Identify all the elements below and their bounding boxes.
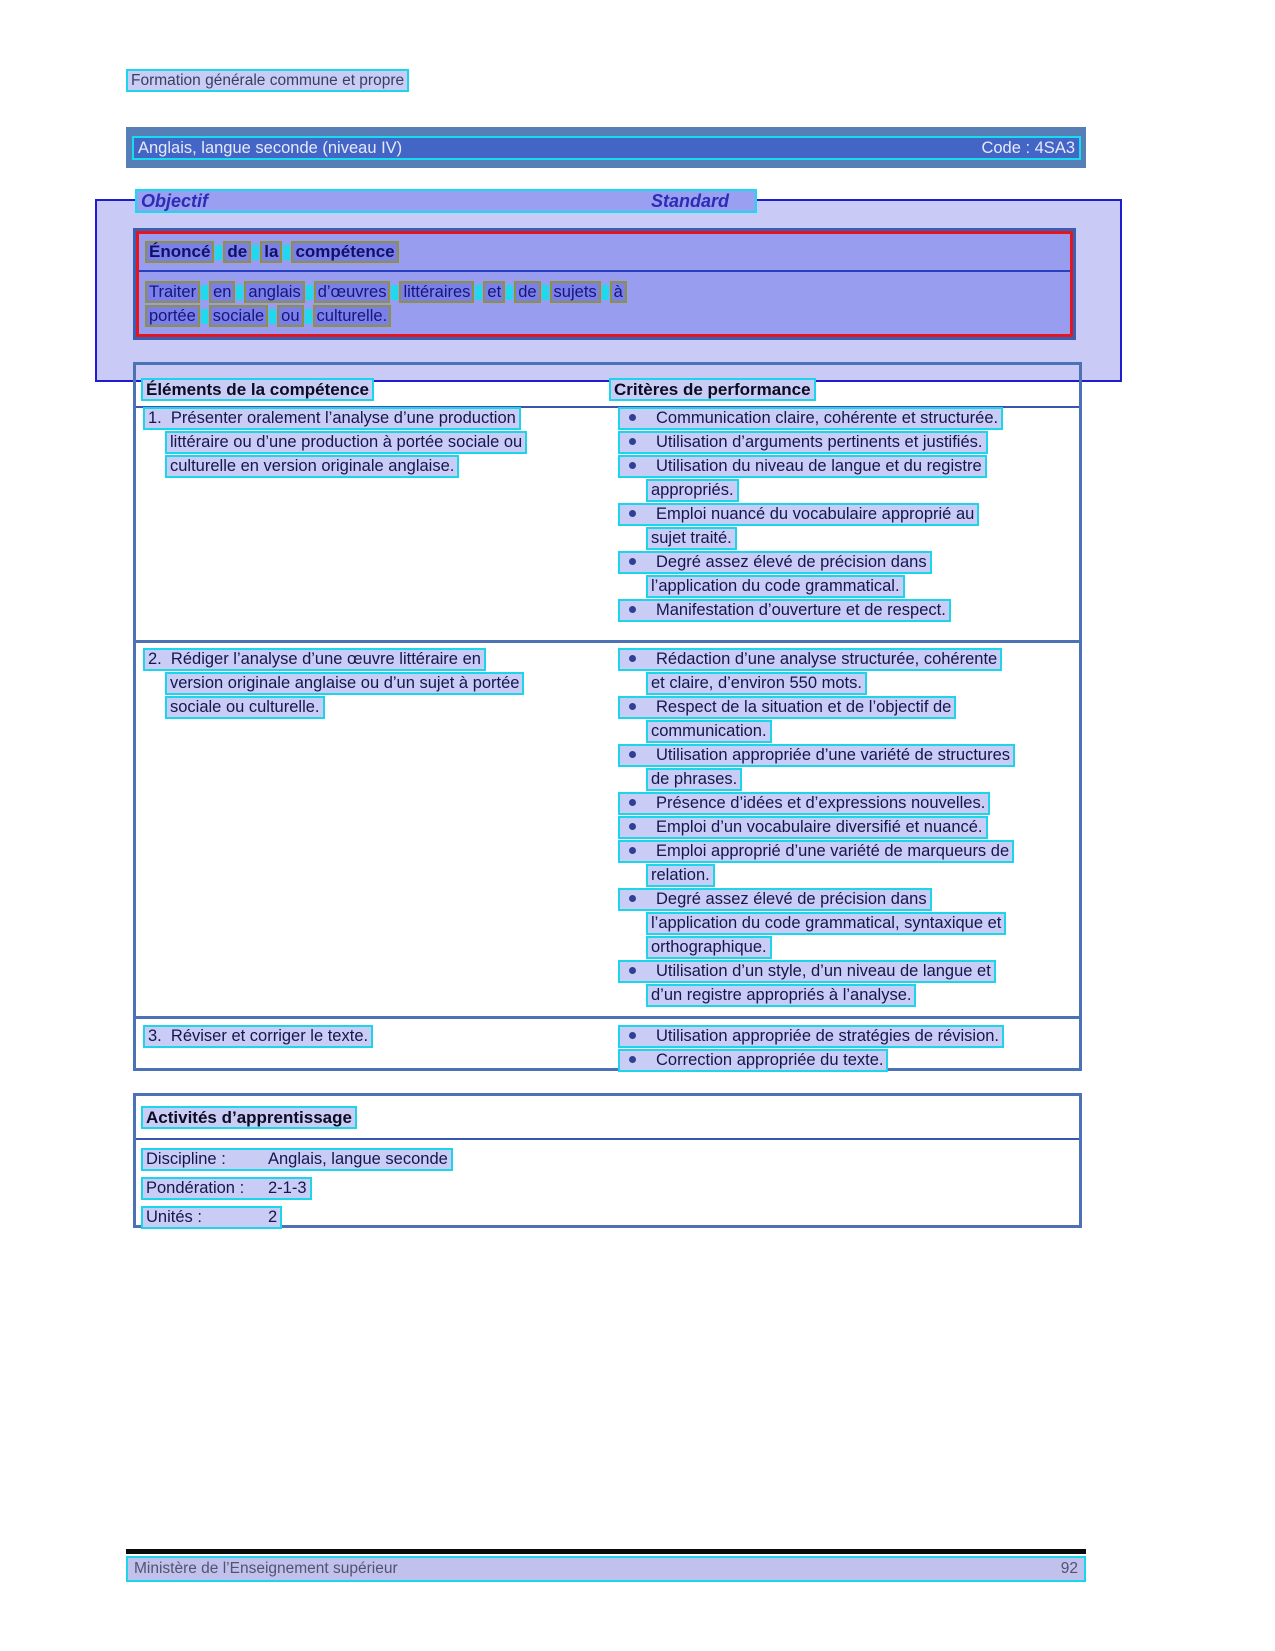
word-gap — [215, 245, 222, 260]
ocr-word: de — [514, 281, 540, 303]
document-category-label: Formation générale commune et propre — [126, 69, 409, 92]
activity-label: Discipline : — [146, 1150, 226, 1168]
bullet-icon — [629, 847, 636, 854]
critere-line — [618, 672, 1080, 696]
activity-text — [141, 1206, 282, 1229]
bullet-icon — [629, 606, 636, 613]
ocr-text-line — [145, 305, 627, 329]
activities-title: Activités d’apprentissage — [141, 1106, 357, 1129]
ocr-word: ou — [277, 305, 303, 327]
critere-line — [618, 912, 1080, 936]
element-text: 2. Rédiger l’analyse d’une œuvre littéraire en — [143, 648, 486, 671]
bullet-icon — [629, 558, 636, 565]
criteres-cell — [618, 407, 1080, 623]
element-text: culturelle en version originale anglaise. — [165, 455, 459, 478]
word-gap — [542, 285, 549, 300]
critere-line — [618, 551, 1080, 575]
bullet-icon — [629, 967, 636, 974]
element-text: 3. Réviser et corriger le texte. — [143, 1025, 373, 1048]
word-gap — [305, 309, 312, 324]
element-cell — [143, 648, 615, 720]
critere-line — [618, 744, 1080, 768]
objectif-standard-heading-row — [135, 189, 757, 213]
course-header-selection — [132, 136, 1081, 160]
table-row — [136, 407, 1079, 640]
enonce-title — [145, 241, 399, 265]
element-line — [143, 648, 615, 672]
activity-value: 2 — [268, 1208, 278, 1226]
ocr-word: à — [610, 281, 627, 303]
element-line — [143, 1025, 615, 1049]
critere-line — [618, 479, 1080, 503]
activities-box — [133, 1093, 1082, 1228]
word-gap — [475, 285, 482, 300]
critere-text: Emploi approprié d’une variété de marqueurs de — [618, 840, 1014, 863]
bullet-icon — [629, 751, 636, 758]
bullet-icon — [629, 895, 636, 902]
col-header-elements: Éléments de la compétence — [141, 378, 374, 401]
element-text: version originale anglaise ou d’un sujet à portée — [165, 672, 524, 695]
word-gap — [269, 309, 276, 324]
ocr-word: Énoncé — [145, 241, 214, 263]
critere-text: relation. — [646, 864, 715, 887]
activities-separator — [136, 1138, 1079, 1140]
critere-line — [618, 816, 1080, 840]
activity-row — [141, 1148, 453, 1177]
ocr-word: en — [209, 281, 235, 303]
bullet-icon — [629, 799, 636, 806]
standard-heading: Standard — [651, 191, 730, 211]
bullet-icon — [629, 703, 636, 710]
bullet-icon — [629, 462, 636, 469]
table-row — [136, 640, 1079, 1016]
criteres-cell — [618, 648, 1080, 1008]
critere-text: orthographique. — [646, 936, 772, 959]
word-gap — [602, 285, 609, 300]
critere-line — [618, 792, 1080, 816]
word-gap — [201, 285, 208, 300]
critere-text: appropriés. — [646, 479, 739, 502]
activities-rows — [141, 1148, 453, 1235]
activity-label: Unités : — [146, 1208, 202, 1226]
critere-text: Emploi nuancé du vocabulaire approprié au — [618, 503, 979, 526]
objectif-heading: Objectif — [141, 191, 209, 211]
course-code: Code : 4SA3 — [981, 138, 1075, 157]
critere-text: Manifestation d’ouverture et de respect. — [618, 599, 951, 622]
element-line — [143, 407, 615, 431]
element-text: sociale ou culturelle. — [165, 696, 325, 719]
ocr-word: littéraires — [399, 281, 474, 303]
ocr-word: portée — [145, 305, 200, 327]
critere-line — [618, 1049, 1080, 1073]
bullet-icon — [629, 414, 636, 421]
ocr-word: Traiter — [145, 281, 200, 303]
footer-bar — [126, 1556, 1086, 1582]
element-line — [143, 672, 615, 696]
activity-text — [141, 1177, 312, 1200]
critere-text: Utilisation d’un style, d’un niveau de langue et — [618, 960, 996, 983]
critere-line — [618, 527, 1080, 551]
footer-ministry: Ministère de l’Enseignement supérieur — [134, 1560, 398, 1577]
bullet-icon — [629, 438, 636, 445]
element-text: 1. Présenter oralement l’analyse d’une production — [143, 407, 521, 430]
col-header-criteres: Critères de performance — [609, 378, 816, 401]
element-cell — [143, 1025, 615, 1049]
footer-rule — [126, 1549, 1086, 1554]
activity-row — [141, 1177, 453, 1206]
word-gap — [236, 285, 243, 300]
critere-line — [618, 864, 1080, 888]
element-line — [143, 455, 615, 479]
activity-value: Anglais, langue seconde — [268, 1150, 448, 1168]
ocr-text-line — [145, 281, 627, 305]
word-gap — [201, 309, 208, 324]
ocr-word: sujets — [550, 281, 601, 303]
critere-line — [618, 648, 1080, 672]
enonce-box — [136, 231, 1073, 337]
critere-line — [618, 888, 1080, 912]
critere-text: Correction appropriée du texte. — [618, 1049, 888, 1072]
activity-label: Pondération : — [146, 1179, 245, 1197]
critere-text: communication. — [646, 720, 772, 743]
footer-page-number: 92 — [1060, 1560, 1078, 1577]
word-gap — [306, 285, 313, 300]
critere-line — [618, 503, 1080, 527]
critere-text: sujet traité. — [646, 527, 737, 550]
critere-line — [618, 768, 1080, 792]
critere-line — [618, 936, 1080, 960]
critere-text: Degré assez élevé de précision dans — [618, 551, 932, 574]
critere-line — [618, 960, 1080, 984]
activity-value: 2-1-3 — [268, 1179, 307, 1197]
critere-line — [618, 431, 1080, 455]
word-gap — [283, 245, 290, 260]
ocr-word: compétence — [291, 241, 398, 263]
bullet-icon — [629, 1032, 636, 1039]
critere-text: Présence d’idées et d’expressions nouvelles. — [618, 792, 990, 815]
word-gap — [506, 285, 513, 300]
ocr-word: d’œuvres — [314, 281, 391, 303]
bullet-icon — [629, 1056, 636, 1063]
critere-text: Utilisation d’arguments pertinents et justifiés. — [618, 431, 988, 454]
critere-text: Emploi d’un vocabulaire diversifié et nuancé. — [618, 816, 988, 839]
critere-text: de phrases. — [646, 768, 742, 791]
ocr-word: sociale — [209, 305, 268, 327]
critere-text: Respect de la situation et de l’objectif de — [618, 696, 956, 719]
critere-text: et claire, d’environ 550 mots. — [646, 672, 867, 695]
critere-text: Utilisation du niveau de langue et du registre — [618, 455, 987, 478]
bullet-icon — [629, 823, 636, 830]
ocr-text-line — [145, 241, 399, 265]
enonce-statement — [145, 281, 627, 329]
course-header-bar — [126, 127, 1086, 168]
critere-text: Utilisation appropriée d’une variété de structures — [618, 744, 1015, 767]
ocr-word: anglais — [244, 281, 304, 303]
critere-line — [618, 455, 1080, 479]
ocr-word: la — [260, 241, 282, 263]
critere-line — [618, 599, 1080, 623]
word-gap — [252, 245, 259, 260]
critere-text: Rédaction d’une analyse structurée, cohérente — [618, 648, 1002, 671]
critere-line — [618, 575, 1080, 599]
ocr-word: culturelle. — [313, 305, 392, 327]
word-gap — [391, 285, 398, 300]
course-title: Anglais, langue seconde (niveau IV) — [138, 138, 403, 157]
critere-line — [618, 1025, 1080, 1049]
activity-row — [141, 1206, 453, 1235]
critere-text: Communication claire, cohérente et structurée. — [618, 407, 1003, 430]
critere-text: Degré assez élevé de précision dans — [618, 888, 932, 911]
bullet-icon — [629, 655, 636, 662]
element-cell — [143, 407, 615, 479]
critere-line — [618, 984, 1080, 1008]
critere-text: d’un registre appropriés à l’analyse. — [646, 984, 916, 1007]
ocr-word: et — [483, 281, 505, 303]
critere-line — [618, 720, 1080, 744]
critere-line — [618, 407, 1080, 431]
table-row — [136, 1016, 1079, 1071]
competence-table — [133, 362, 1082, 1071]
critere-line — [618, 840, 1080, 864]
ocr-word: de — [223, 241, 251, 263]
element-line — [143, 431, 615, 455]
critere-text: l’application du code grammatical, syntaxique et — [646, 912, 1006, 935]
enonce-separator — [139, 270, 1070, 272]
critere-line — [618, 696, 1080, 720]
bullet-icon — [629, 510, 636, 517]
critere-text: l’application du code grammatical. — [646, 575, 905, 598]
element-text: littéraire ou d’une production à portée sociale ou — [165, 431, 527, 454]
element-line — [143, 696, 615, 720]
criteres-cell — [618, 1025, 1080, 1073]
critere-text: Utilisation appropriée de stratégies de révision. — [618, 1025, 1004, 1048]
activity-text — [141, 1148, 453, 1171]
